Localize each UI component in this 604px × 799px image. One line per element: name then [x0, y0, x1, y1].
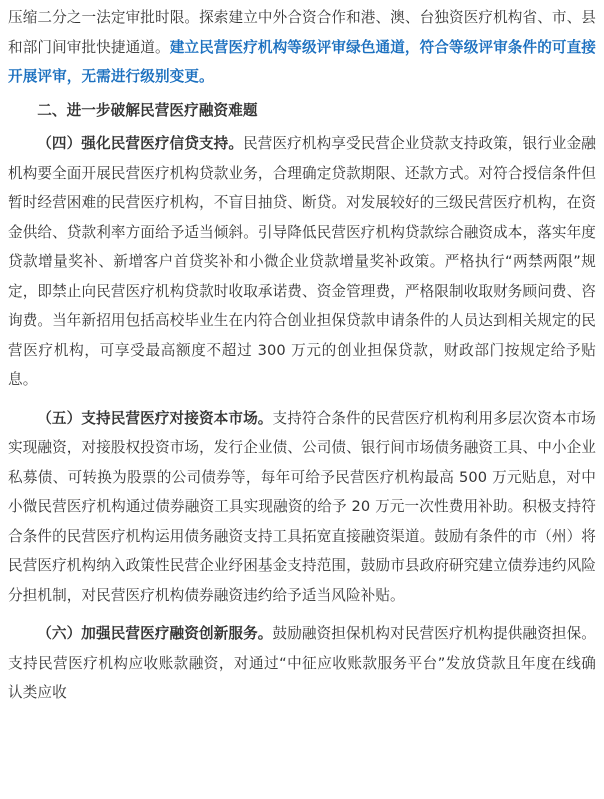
section-heading: 二、进一步破解民营医疗融资难题: [37, 101, 258, 119]
paragraph-text: 压缩二分之一法定审批时限。探索建立中外合资合作和港、澳、台独资医疗机构省、市、县和部门间审批快捷通道。: [8, 9, 596, 56]
paragraph-credit-support: [8, 129, 596, 395]
paragraph-text: 鼓励融资担保机构对民营医疗机构提供融资担保。支持民营医疗机构应收账款融资，对通过“中征应收账款服务平台”发放贷款且年度在线确认类应收: [8, 625, 596, 701]
paragraph-capital-market: [8, 404, 596, 611]
paragraph-lead-heading: （四）强化民营医疗信贷支持。: [37, 135, 244, 152]
paragraph-text: 支持符合条件的民营医疗机构利用多层次资本市场实现融资，对接股权投资市场，发行企业债、公司债、银行间市场债务融资工具、中小企业私募债、可转换为股票的公司债券等，每年可给予民营医疗机构最高 500 万元贴息，对中小微民营医疗机构通过债券融资工具实现融资的给予 20 万元一次性费用补助。积极支持符合条件的民营医疗机构运用债务融资支持工具拓宽直接融资渠道。鼓励有条件的市（州）将民营医疗机构纳入政策性民营企业纾困基金支持范围，鼓励市县政府研究建立债券违约风险分担机制，对民营医疗机构债券融资违约给予适当风险补贴。: [8, 409, 596, 604]
highlighted-text: 建立民营医疗机构等级评审绿色通道，符合等级评审条件的可直接开展评审，无需进行级别变更。: [8, 38, 596, 85]
paragraph-approval-channels: [8, 3, 596, 92]
paragraph-text: 民营医疗机构享受民营企业贷款支持政策，银行业金融机构要全面开展民营医疗机构贷款业务，合理确定贷款期限、还款方式。对符合授信条件但暂时经营困难的民营医疗机构，不盲目抽贷、断贷。对发展较好的三级民营医疗机构，在资金供给、贷款利率方面给予适当倾斜。引导降低民营医疗机构贷款综合融资成本，落实年度贷款增量奖补、新增客户首贷奖补和小微企业贷款增量奖补政策。严格执行“两禁两限”规定，即禁止向民营医疗机构贷款时收取承诺费、资金管理费，严格限制收取财务顾问费、咨询费。当年新招用包括高校毕业生在内符合创业担保贷款申请条件的人员达到相关规定的民营医疗机构，可享受最高额度不超过 300 万元的创业担保贷款，财政部门按规定给予贴息。: [8, 135, 597, 388]
paragraph-lead-heading: （六）加强民营医疗融资创新服务。: [37, 625, 273, 642]
paragraph-lead-heading: （五）支持民营医疗对接资本市场。: [37, 409, 273, 427]
paragraph-financing-innovation: [8, 619, 596, 708]
